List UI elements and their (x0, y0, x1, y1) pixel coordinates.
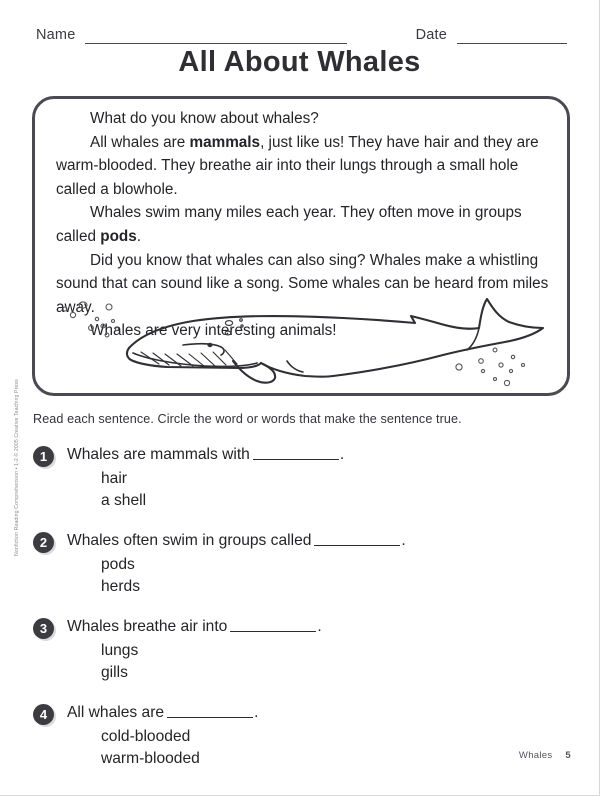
question-prompt (67, 616, 322, 638)
answer-option[interactable]: gills (101, 663, 128, 681)
question-item (33, 444, 563, 511)
question-heading (33, 702, 563, 725)
question-prompt (67, 444, 344, 466)
answer-option[interactable]: warm-blooded (101, 749, 200, 767)
answer-option[interactable]: pods (101, 556, 135, 573)
question-prompt (67, 530, 406, 552)
name-write-line[interactable] (85, 42, 347, 44)
prompt-after: . (254, 704, 259, 721)
keyword-mammals: mammals (189, 133, 261, 151)
header-row (36, 22, 567, 44)
answer-options (101, 726, 563, 769)
answer-options (101, 640, 563, 683)
passage-paragraph-5: Whales are very interesting animals! (90, 322, 337, 340)
answer-blank[interactable] (230, 618, 316, 632)
instruction-text: Read each sentence. Circle the word or words that make the sentence true. (33, 412, 462, 426)
date-label: Date (415, 27, 447, 43)
answer-options (101, 468, 563, 511)
question-number-badge: 4 (33, 704, 54, 725)
prompt-after: . (401, 532, 406, 549)
question-number-badge: 3 (33, 618, 54, 639)
question-heading (33, 616, 563, 639)
question-prompt (67, 702, 258, 724)
name-label: Name (36, 27, 76, 43)
question-item (33, 702, 563, 769)
prompt-after: . (339, 446, 345, 463)
answer-option[interactable]: a shell (101, 491, 147, 509)
question-number-badge: 1 (33, 446, 54, 467)
prompt-after: . (317, 618, 322, 635)
passage-paragraph-1: What do you know about whales? (90, 110, 319, 127)
passage-paragraph-4: Did you know that whales can also sing? Whales make a whistling sound that can sound like a song. Some whales can be heard from miles away. (56, 251, 549, 316)
question-number-badge: 2 (33, 532, 54, 553)
prompt-before: All whales are (67, 704, 165, 721)
answer-blank[interactable] (253, 446, 339, 460)
prompt-before: Whales breathe air into (67, 618, 228, 635)
answer-option[interactable]: cold-blooded (101, 728, 191, 745)
copyright-credit: Nonfiction Reading Comprehension • 1-2 © 2005 Creative Teaching Press (14, 379, 20, 556)
question-item (33, 530, 563, 597)
prompt-before: Whales are mammals with (67, 446, 250, 463)
passage-box (32, 96, 570, 396)
answer-blank[interactable] (167, 704, 253, 718)
page-number: 5 (565, 750, 571, 761)
page-title: All About Whales (178, 46, 421, 78)
keyword-pods: pods (100, 227, 137, 245)
answer-option[interactable]: hair (101, 470, 128, 487)
question-heading (33, 530, 563, 553)
question-item (33, 616, 563, 683)
answer-options (101, 554, 563, 597)
answer-option[interactable]: herds (101, 577, 141, 595)
footer-label: Whales (518, 750, 553, 761)
answer-option[interactable]: lungs (101, 642, 139, 659)
passage-paragraph-3: Whales swim many miles each year. They often move in groups called pods. (56, 204, 522, 245)
whale-illustration (43, 295, 565, 393)
answer-blank[interactable] (314, 532, 400, 546)
date-write-line[interactable] (457, 42, 567, 44)
prompt-before: Whales often swim in groups called (67, 532, 312, 549)
passage-paragraph-2: All whales are mammals, just like us! They have hair and they are warm-blooded. They breathe air into their lungs through a small hole called a blowhole. (56, 133, 539, 198)
page-footer (519, 750, 571, 761)
questions-list (33, 444, 563, 788)
question-heading (33, 444, 563, 467)
